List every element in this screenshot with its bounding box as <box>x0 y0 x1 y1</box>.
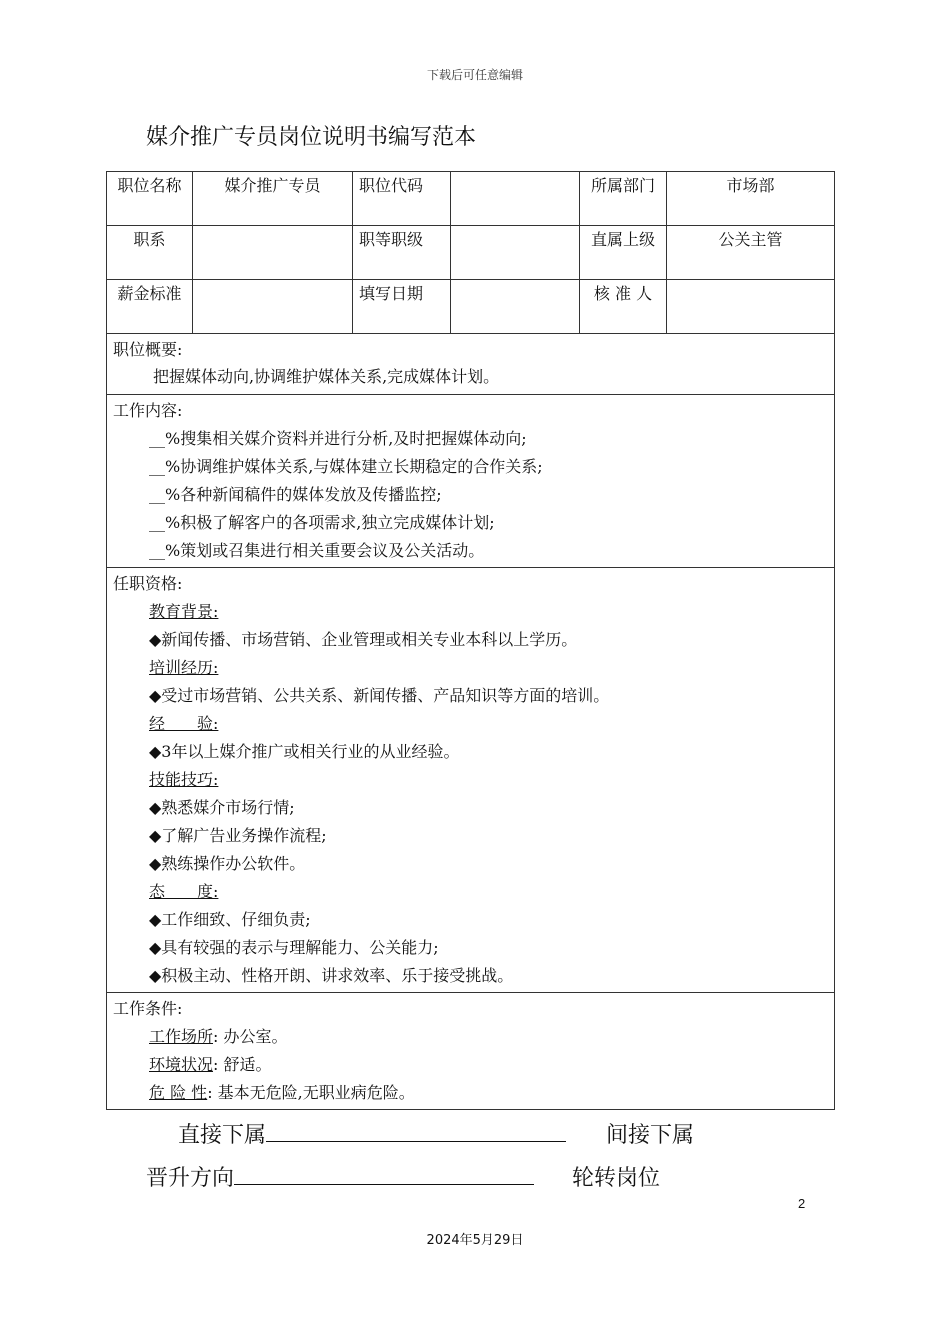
training-heading <box>113 654 828 682</box>
work-content-section <box>107 395 835 568</box>
indirect-subordinate-label: 间接下属 <box>606 1123 695 1148</box>
skills-item: ◆熟练操作办公软件。 <box>149 854 306 873</box>
position-code-value <box>451 172 580 226</box>
skills-heading <box>113 766 828 794</box>
experience-heading <box>113 710 828 738</box>
page-number: 2 <box>798 1196 806 1211</box>
workplace-label: 工作场所 <box>149 1027 214 1046</box>
conditions-section <box>107 993 835 1110</box>
position-name-label: 职位名称 <box>107 172 193 226</box>
environment-label: 环境状况 <box>149 1055 214 1074</box>
rotation-label: 轮转岗位 <box>572 1166 661 1191</box>
page-title: 媒介推广专员岗位说明书编写范本 <box>146 125 477 150</box>
approver-label: 核 准 人 <box>580 280 667 334</box>
attitude-heading <box>113 878 828 906</box>
position-name-value: 媒介推广专员 <box>193 172 353 226</box>
header-note: 下载后可任意编辑 <box>426 68 523 82</box>
qualifications-section <box>107 568 835 993</box>
training-label: 培训经历: <box>149 658 219 677</box>
training-item: ◆受过市场营销、公共关系、新闻传播、产品知识等方面的培训。 <box>149 686 610 705</box>
salary-label: 薪金标准 <box>107 280 193 334</box>
qualifications-label: 任职资格: <box>113 574 183 593</box>
work-content-label: 工作内容: <box>113 401 183 420</box>
fill-date-value <box>451 280 580 334</box>
grade-label: 职等职级 <box>353 226 451 280</box>
environment-value: : 舒适。 <box>213 1055 272 1074</box>
skills-item: ◆熟悉媒介市场行情; <box>149 798 295 817</box>
promotion-line <box>146 1161 534 1192</box>
position-code-label: 职位代码 <box>353 172 451 226</box>
supervisor-value: 公关主管 <box>667 226 835 280</box>
footer-date: 2024年5月29日 <box>426 1233 524 1248</box>
department-label: 所属部门 <box>580 172 667 226</box>
overview-label: 职位概要: <box>113 340 183 359</box>
attitude-label: 态 度: <box>149 882 219 901</box>
work-item: __%策划或召集进行相关重要会议及公关活动。 <box>149 541 485 560</box>
work-item: __%搜集相关媒介资料并进行分析,及时把握媒体动向; <box>149 429 527 448</box>
skills-item: ◆了解广告业务操作流程; <box>149 826 327 845</box>
direct-subordinate-label: 直接下属 <box>178 1123 267 1148</box>
direct-subordinate-blank <box>266 1121 566 1142</box>
danger-value: : 基本无危险,无职业病危险。 <box>207 1083 415 1102</box>
department-value: 市场部 <box>667 172 835 226</box>
job-family-value <box>193 226 353 280</box>
conditions-label: 工作条件: <box>113 999 183 1018</box>
danger-label: 危 险 性 <box>149 1083 208 1102</box>
experience-label: 经 验: <box>149 714 219 733</box>
workplace-value: : 办公室。 <box>213 1027 288 1046</box>
education-label: 教育背景: <box>149 602 219 621</box>
approver-value <box>667 280 835 334</box>
attitude-item: ◆积极主动、性格开朗、讲求效率、乐于接受挑战。 <box>149 966 514 985</box>
education-heading <box>113 598 828 626</box>
work-item: __%各种新闻稿件的媒体发放及传播监控; <box>149 485 442 504</box>
work-item: __%积极了解客户的各项需求,独立完成媒体计划; <box>149 513 495 532</box>
work-item: __%协调维护媒体关系,与媒体建立长期稳定的合作关系; <box>149 457 543 476</box>
danger-line <box>113 1079 828 1107</box>
workplace-line <box>113 1023 828 1051</box>
supervisor-label: 直属上级 <box>580 226 667 280</box>
job-description-table <box>106 171 835 1110</box>
promotion-label: 晋升方向 <box>146 1166 235 1191</box>
skills-label: 技能技巧: <box>149 770 219 789</box>
salary-value <box>193 280 353 334</box>
education-item: ◆新闻传播、市场营销、企业管理或相关专业本科以上学历。 <box>149 630 578 649</box>
grade-value <box>451 226 580 280</box>
experience-item: ◆3年以上媒介推广或相关行业的从业经验。 <box>149 742 460 761</box>
attitude-item: ◆具有较强的表示与理解能力、公关能力; <box>149 938 439 957</box>
promotion-blank <box>234 1164 534 1185</box>
fill-date-label: 填写日期 <box>353 280 451 334</box>
direct-subordinate-line <box>178 1118 566 1149</box>
environment-line <box>113 1051 828 1079</box>
attitude-item: ◆工作细致、仔细负责; <box>149 910 311 929</box>
overview-text: 把握媒体动向,协调维护媒体关系,完成媒体计划。 <box>153 367 500 386</box>
overview-section <box>107 334 835 395</box>
job-family-label: 职系 <box>107 226 193 280</box>
